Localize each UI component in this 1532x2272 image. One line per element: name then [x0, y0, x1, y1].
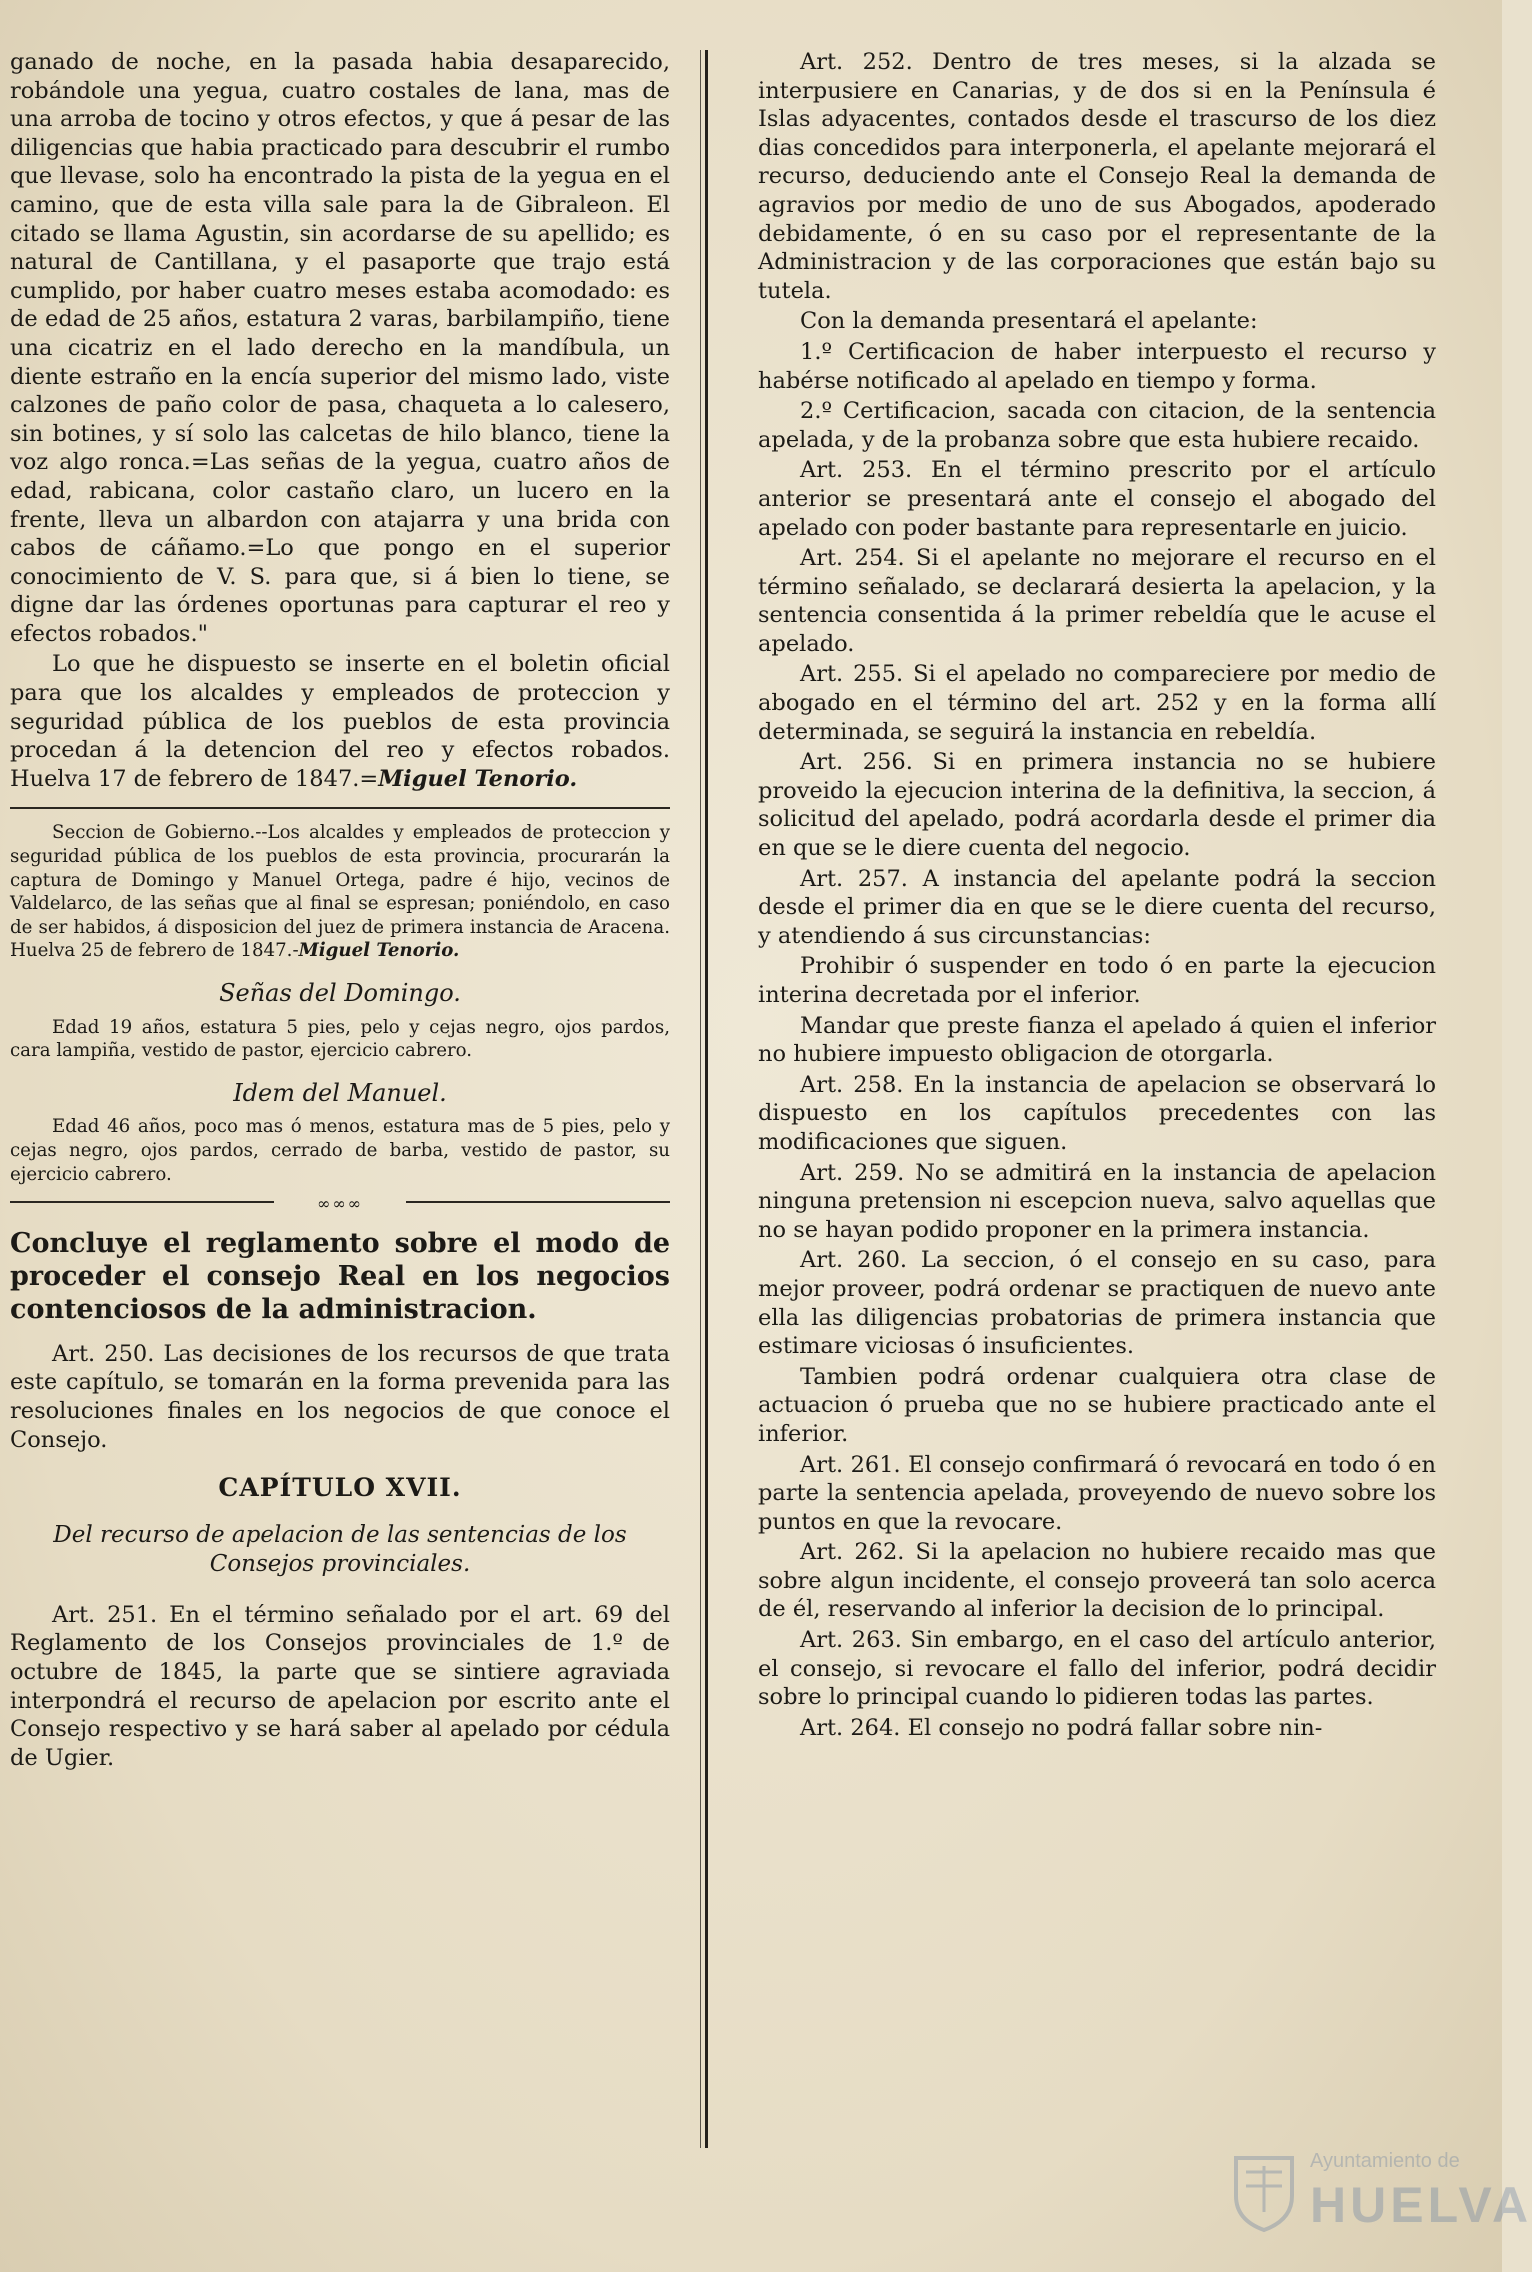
huelva-notice-text: Lo que he dispuesto se inserte en el boletin oficial para que los alcaldes y empleados de proteccion y seguridad pública de los pueblos de esta provincia procedan á la detencion del reo y efectos robados. Huelva 17 de febrero de 1847.=: [10, 651, 670, 792]
article-252: Art. 252. Dentro de tres meses, si la alzada se interpusiere en Canarias, y de dos si en la Península é Islas adyacentes, contados desde el trascurso de los diez dias concedidos para interponerla, el apelante mejorará el recurso, deduciendo ante el Consejo Real la demanda de agravios por medio de uno de sus Abogados, apoderado debidamente, ó en su caso por el representante de la Administracion y de las corporaciones que están bajo su tutela.: [758, 49, 1436, 304]
senas-manuel-text: Edad 46 años, poco mas ó menos, estatura mas de 5 pies, pelo y cejas negro, ojos pardos, cerrado de barba, vestido de pastor, su ejercicio cabrero.: [10, 1116, 670, 1185]
reglamento-headline: Concluye el reglamento sobre el modo de proceder el consejo Real en los negocios contenciosos de la administracion.: [10, 1227, 670, 1325]
article-255: Art. 255. Si el apelado no compareciere por medio de abogado en el término del art. 252 y en la forma allí determinada, se seguirá la instancia en rebeldía.: [758, 661, 1436, 745]
article-254: Art. 254. Si el apelante no mejorare el recurso en el término señalado, se declarará desierta la apelacion, y la sentencia consentida á la primer rebeldía que le acuse el apelado.: [758, 545, 1436, 657]
article-258: Art. 258. En la instancia de apelacion se observará lo dispuesto en los capítulos precedentes con las modificaciones que siguen.: [758, 1071, 1436, 1155]
watermark-top-text: Ayuntamiento de: [1310, 2150, 1460, 2172]
article-257: Art. 257. A instancia del apelante podrá la seccion desde el primer dia en que se le diere cuenta del recurso, y atendiendo á sus circunstancias:: [758, 865, 1436, 949]
shield-icon: [1232, 2152, 1296, 2232]
article-259: Art. 259. No se admitirá en la instancia de apelacion ninguna pretension ni escepcion nueva, salvo aquellas que no se hayan podido proponer en la primera instancia.: [758, 1159, 1436, 1243]
article-263: Art. 263. Sin embargo, en el caso del artículo anterior, el consejo, si revocare el fallo del inferior, podrá decidir sobre lo principal cuando lo pidieren todas las partes.: [758, 1627, 1436, 1711]
tambien-paragraph: Tambien podrá ordenar cualquiera otra clase de actuacion ó prueba que no se hubiere practicado ante el inferior.: [758, 1363, 1436, 1447]
section-divider: [10, 807, 670, 809]
column-divider: [705, 50, 708, 2148]
senas-manuel-heading: Idem del Manuel.: [233, 1078, 447, 1107]
right-column: [758, 48, 1436, 1744]
ornament-divider: ∞∞∞: [10, 1190, 670, 1219]
seccion-gobierno-text: Seccion de Gobierno.--Los alcaldes y empleados de proteccion y seguridad pública de los pueblos de esta provincia, procurarán la captura de Domingo y Manuel Ortega, padre é hijo, vecinos de Valdelarco, de las señas que al final se espresan; poniéndolo, en caso de ser habidos, á disposicion del juez de primera instancia de Aracena. Huelva 25 de febrero de 1847.-: [10, 822, 670, 962]
archive-watermark: [1232, 2142, 1532, 2242]
article-250: Art. 250. Las decisiones de los recursos de que trata este capítulo, se tomarán en la forma prevenida para las resoluciones finales en los negocios de que conoce el Consejo.: [10, 1340, 670, 1453]
article-261: Art. 261. El consejo confirmará ó revocará en todo ó en parte la sentencia apelada, proveyendo de nuevo sobre los puntos en que la revocare.: [758, 1451, 1436, 1535]
watermark-city-text: HUELVA: [1310, 2177, 1532, 2233]
demanda-item-1: 1.º Certificacion de haber interpuesto el recurso y habérse notificado al apelado en tiempo y forma.: [758, 338, 1436, 394]
article-262: Art. 262. Si la apelacion no hubiere recaido mas que sobre algun incidente, el consejo proveerá tan solo acerca de él, reservando al inferior la decision de lo principal.: [758, 1539, 1436, 1623]
huelva-notice-paragraph: [10, 650, 670, 793]
robbery-report-paragraph: ganado de noche, en la pasada habia desaparecido, robándole una yegua, cuatro costales de lana, mas de una arroba de tocino y otros efectos, y que á pesar de las diligencias que habia practicado para descubrir el rumbo que llevase, solo ha encontrado la pista de la yegua en el camino, que de esta villa sale para la de Gibraleon. El citado se llama Agustin, sin acordarse de su apellido; es natural de Cantillana, y el pasaporte que trajo está cumplido, por haber cuatro meses estaba acomodado: es de edad de 25 años, estatura 2 varas, barbilampiño, tiene una cicatriz en el lado derecho en la mandíbula, un diente estraño en la encía superior del mismo lado, viste calzones de paño color de pasa, chaqueta a lo calesero, sin botines, y sí solo las calcetas de hilo blanco, tiene la voz algo ronca.=Las señas de la yegua, cuatro años de edad, rabicana, color castaño claro, un lucero en la frente, lleva un albardon con atajarra y una brida con cabos de cáñamo.=Lo que pongo en el superior conocimiento de V. S. para que, si á bien lo tiene, se digne dar las órdenes oportunas para capturar el reo y efectos robados.": [10, 49, 670, 647]
seccion-gobierno-paragraph: [10, 821, 670, 963]
article-260: Art. 260. La seccion, ó el consejo en su caso, para mejor proveer, podrá ordenar se practiquen de nuevo ante ella las diligencias probatorias de primera instancia que estimare viciosas ó insuficientes.: [758, 1247, 1436, 1360]
chapter-subtitle: Del recurso de apelacion de las sentencias de los Consejos provinciales.: [53, 1521, 627, 1577]
demanda-intro: Con la demanda presentará el apelante:: [800, 308, 1258, 335]
column-divider-thin: [700, 50, 701, 2148]
demanda-item-2: 2.º Certificacion, sacada con citacion, de la sentencia apelada, y de la probanza sobre que esta hubiere recaido.: [758, 398, 1436, 453]
mandar-paragraph: Mandar que preste fianza el apelado á quien el inferior no hubiere impuesto obligacion de otorgarla.: [758, 1012, 1436, 1068]
left-column: [10, 48, 670, 1774]
article-264: Art. 264. El consejo no podrá fallar sobre nin-: [800, 1714, 1323, 1741]
senas-domingo-text: Edad 19 años, estatura 5 pies, pelo y cejas negro, ojos pardos, cara lampiña, vestido de pastor, ejercicio cabrero.: [10, 1016, 670, 1062]
signature-tenorio-2: Miguel Tenorio.: [298, 940, 460, 962]
prohibir-paragraph: Prohibir ó suspender en todo ó en parte la ejecucion interina decretada por el inferior.: [758, 953, 1436, 1008]
article-251: Art. 251. En el término señalado por el art. 69 del Reglamento de los Consejos provinciales de 1.º de octubre de 1845, la parte que se sintiere agraviada interpondrá el recurso de apelacion por escrito ante el Consejo respectivo y se hará saber al apelado por cédula de Ugier.: [10, 1601, 670, 1771]
chapter-heading: CAPÍTULO XVII.: [218, 1473, 462, 1503]
senas-domingo-heading: Señas del Domingo.: [219, 979, 461, 1007]
signature-tenorio-1: Miguel Tenorio.: [378, 765, 578, 792]
article-256: Art. 256. Si en primera instancia no se hubiere proveido la ejecucion interina de la definitiva, la seccion, á solicitud del apelado, podrá acordarla desde el primer dia en que se le diere cuenta del negocio.: [758, 749, 1436, 862]
article-253: Art. 253. En el término prescrito por el artículo anterior se presentará ante el consejo el abogado del apelado con poder bastante para representarle en juicio.: [758, 457, 1436, 541]
